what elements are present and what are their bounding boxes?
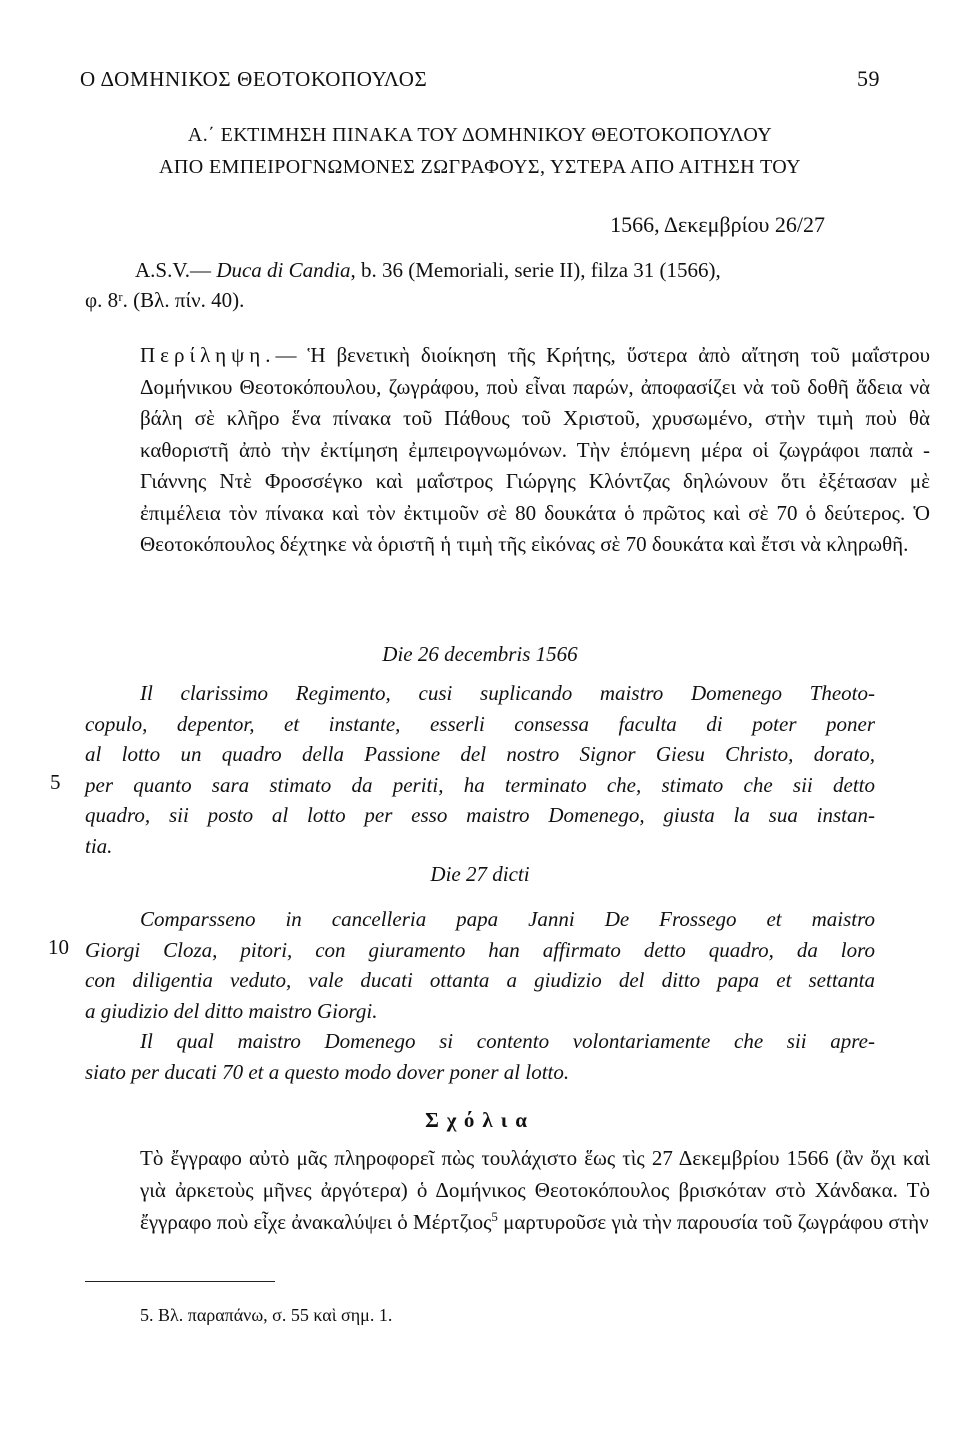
latin-block-1: [85, 678, 875, 861]
footnote-separator: [85, 1281, 275, 1282]
reference-line-1: [85, 255, 875, 285]
document-date: 1566, Δεκεμβρίου 26/27: [610, 212, 825, 237]
summary-text: — Ἡ βενετικὴ διοίκηση τῆς Κρήτης, ὕστερα ἀπὸ αἴτηση τοῦ μαΐστρου Δομήνικου Θεοτοκόπουλου, ζωγράφου, ποὺ εἶναι παρών, ἀποφασίζει νὰ τοῦ δοθῆ ἄδεια νὰ βάλη σὲ κλῆρο ἕνα πίνακα τοῦ Πάθους τοῦ Χριστοῦ, χρυσωμένο, στὴν τιμὴ ποὺ θὰ καθοριστῆ ἀπὸ τὴν ἐκτίμηση ἐμπειρογνωμόνων. Τὴν ἑπόμενη μέρα οἱ ζωγράφοι παπὰ - Γιάννης Ντὲ Φροσσέγκο καὶ μαΐστρος Γιώργης Κλόντζας δηλώνουν ὅτι ἐξέτασαν μὲ ἐπιμέλεια τὸν πίνακα καὶ τὸν ἐκτιμοῦν σὲ 80 δουκάτα ὁ πρῶτος καὶ σὲ 70 ὁ δεύτερος. Ὁ Θεοτοκόπουλος δέχτηκε νὰ ὁριστῆ ἡ τιμὴ τῆς εἰκόνας σὲ 70 δουκάτα καὶ ἔτσι νὰ κληρωθῆ.: [140, 343, 930, 556]
latin-line: Comparsseno in cancelleria papa Janni De Frossego et maistro: [140, 907, 875, 931]
latin-line: Il clarissimo Regimento, cusi suplicando maistro Domenego Theoto-: [140, 681, 875, 705]
line-number-10: 10: [48, 935, 69, 959]
footnote-marker: 5: [491, 1209, 498, 1224]
scholia-heading: Σχόλια: [425, 1108, 535, 1132]
reference-rest: , b. 36 (Memoriali, serie II), filza 31 (1566),: [350, 258, 721, 282]
latin-line: Il qual maistro Domenego si contento volontariamente che sii apre-: [140, 1029, 875, 1053]
latin-line: quadro, sii posto al lotto per esso maistro Domenego, giusta la sua instan-: [85, 803, 875, 827]
latin-date-1: Die 26 decembris 1566: [382, 642, 578, 666]
latin-block-2: [85, 904, 875, 1026]
reference-source: Duca di Candia: [216, 258, 351, 282]
line-number-5: 5: [50, 770, 61, 794]
section-heading-line-1: Α.΄ ΕΚΤΙΜΗΣΗ ΠΙΝΑΚΑ ΤΟΥ ΔΟΜΗΝΙΚΟΥ ΘΕΟΤΟΚΟΠΟΥΛΟΥ: [187, 124, 773, 146]
latin-date-2: Die 27 dicti: [430, 862, 530, 886]
running-title: Ο ΔΟΜΗΝΙΚΟΣ ΘΕΟΤΟΚΟΠΟΥΛΟΣ: [80, 67, 428, 91]
latin-line: Giorgi Cloza, pitori, con giuramento han affirmato detto quadro, da loro: [85, 937, 875, 962]
scholia-paragraph: [85, 1142, 930, 1238]
summary-paragraph: [85, 340, 930, 561]
latin-line: con diligentia veduto, vale ducati ottanta a giudizio del ditto papa et settanta: [85, 968, 875, 992]
page-number: 59: [857, 66, 880, 91]
scholia-text-end: μαρτυροῦσε γιὰ τὴν παρουσία τοῦ ζωγράφου στὴν: [497, 1210, 929, 1234]
latin-line: tia.: [85, 833, 113, 858]
scholia-text: Τὸ ἔγγραφο αὐτὸ μᾶς πληροφορεῖ πὼς τουλάχιστο ἕως τὶς 27 Δεκεμβρίου 1566 (ἂν ὄχι καὶ γιὰ ἀρκετοὺς μῆνες ἀργότερα) ὁ Δομήνικος Θεοτοκόπουλος βρισκόταν στὸ Χάνδακα. Τὸ ἔγγραφο ποὺ εἶχε ἀνακαλύψει ὁ Μέρτζιος: [140, 1146, 930, 1234]
reference-prefix: A.S.V.—: [135, 258, 217, 282]
section-heading-line-2: ΑΠΟ ΕΜΠΕΙΡΟΓΝΩΜΟΝΕΣ ΖΩΓΡΑΦΟΥΣ, ΥΣΤΕΡΑ ΑΠΟ ΑΙΤΗΣΗ ΤΟΥ: [159, 156, 801, 178]
reference-line-2: φ. 8ʳ. (Βλ. πίν. 40).: [85, 288, 245, 312]
latin-line: al lotto un quadro della Passione del nostro Signor Giesu Christo, dorato,: [85, 742, 875, 766]
latin-line: siato per ducati 70 et a questo modo dover poner al lotto.: [85, 1059, 570, 1084]
latin-line: copulo, depentor, et instante, esserli consessa faculta di poter poner: [85, 711, 875, 736]
archival-reference: [85, 255, 875, 315]
latin-line: a giudizio del ditto maistro Giorgi.: [85, 998, 378, 1023]
latin-block-3: [85, 1026, 875, 1087]
footnote: 5. Βλ. παραπάνω, σ. 55 καὶ σημ. 1.: [140, 1305, 393, 1325]
page-header: [80, 66, 880, 100]
summary-label: Περίληψη.: [140, 343, 276, 367]
latin-line: per quanto sara stimato da periti, ha terminato che, stimato che sii detto: [85, 772, 875, 797]
